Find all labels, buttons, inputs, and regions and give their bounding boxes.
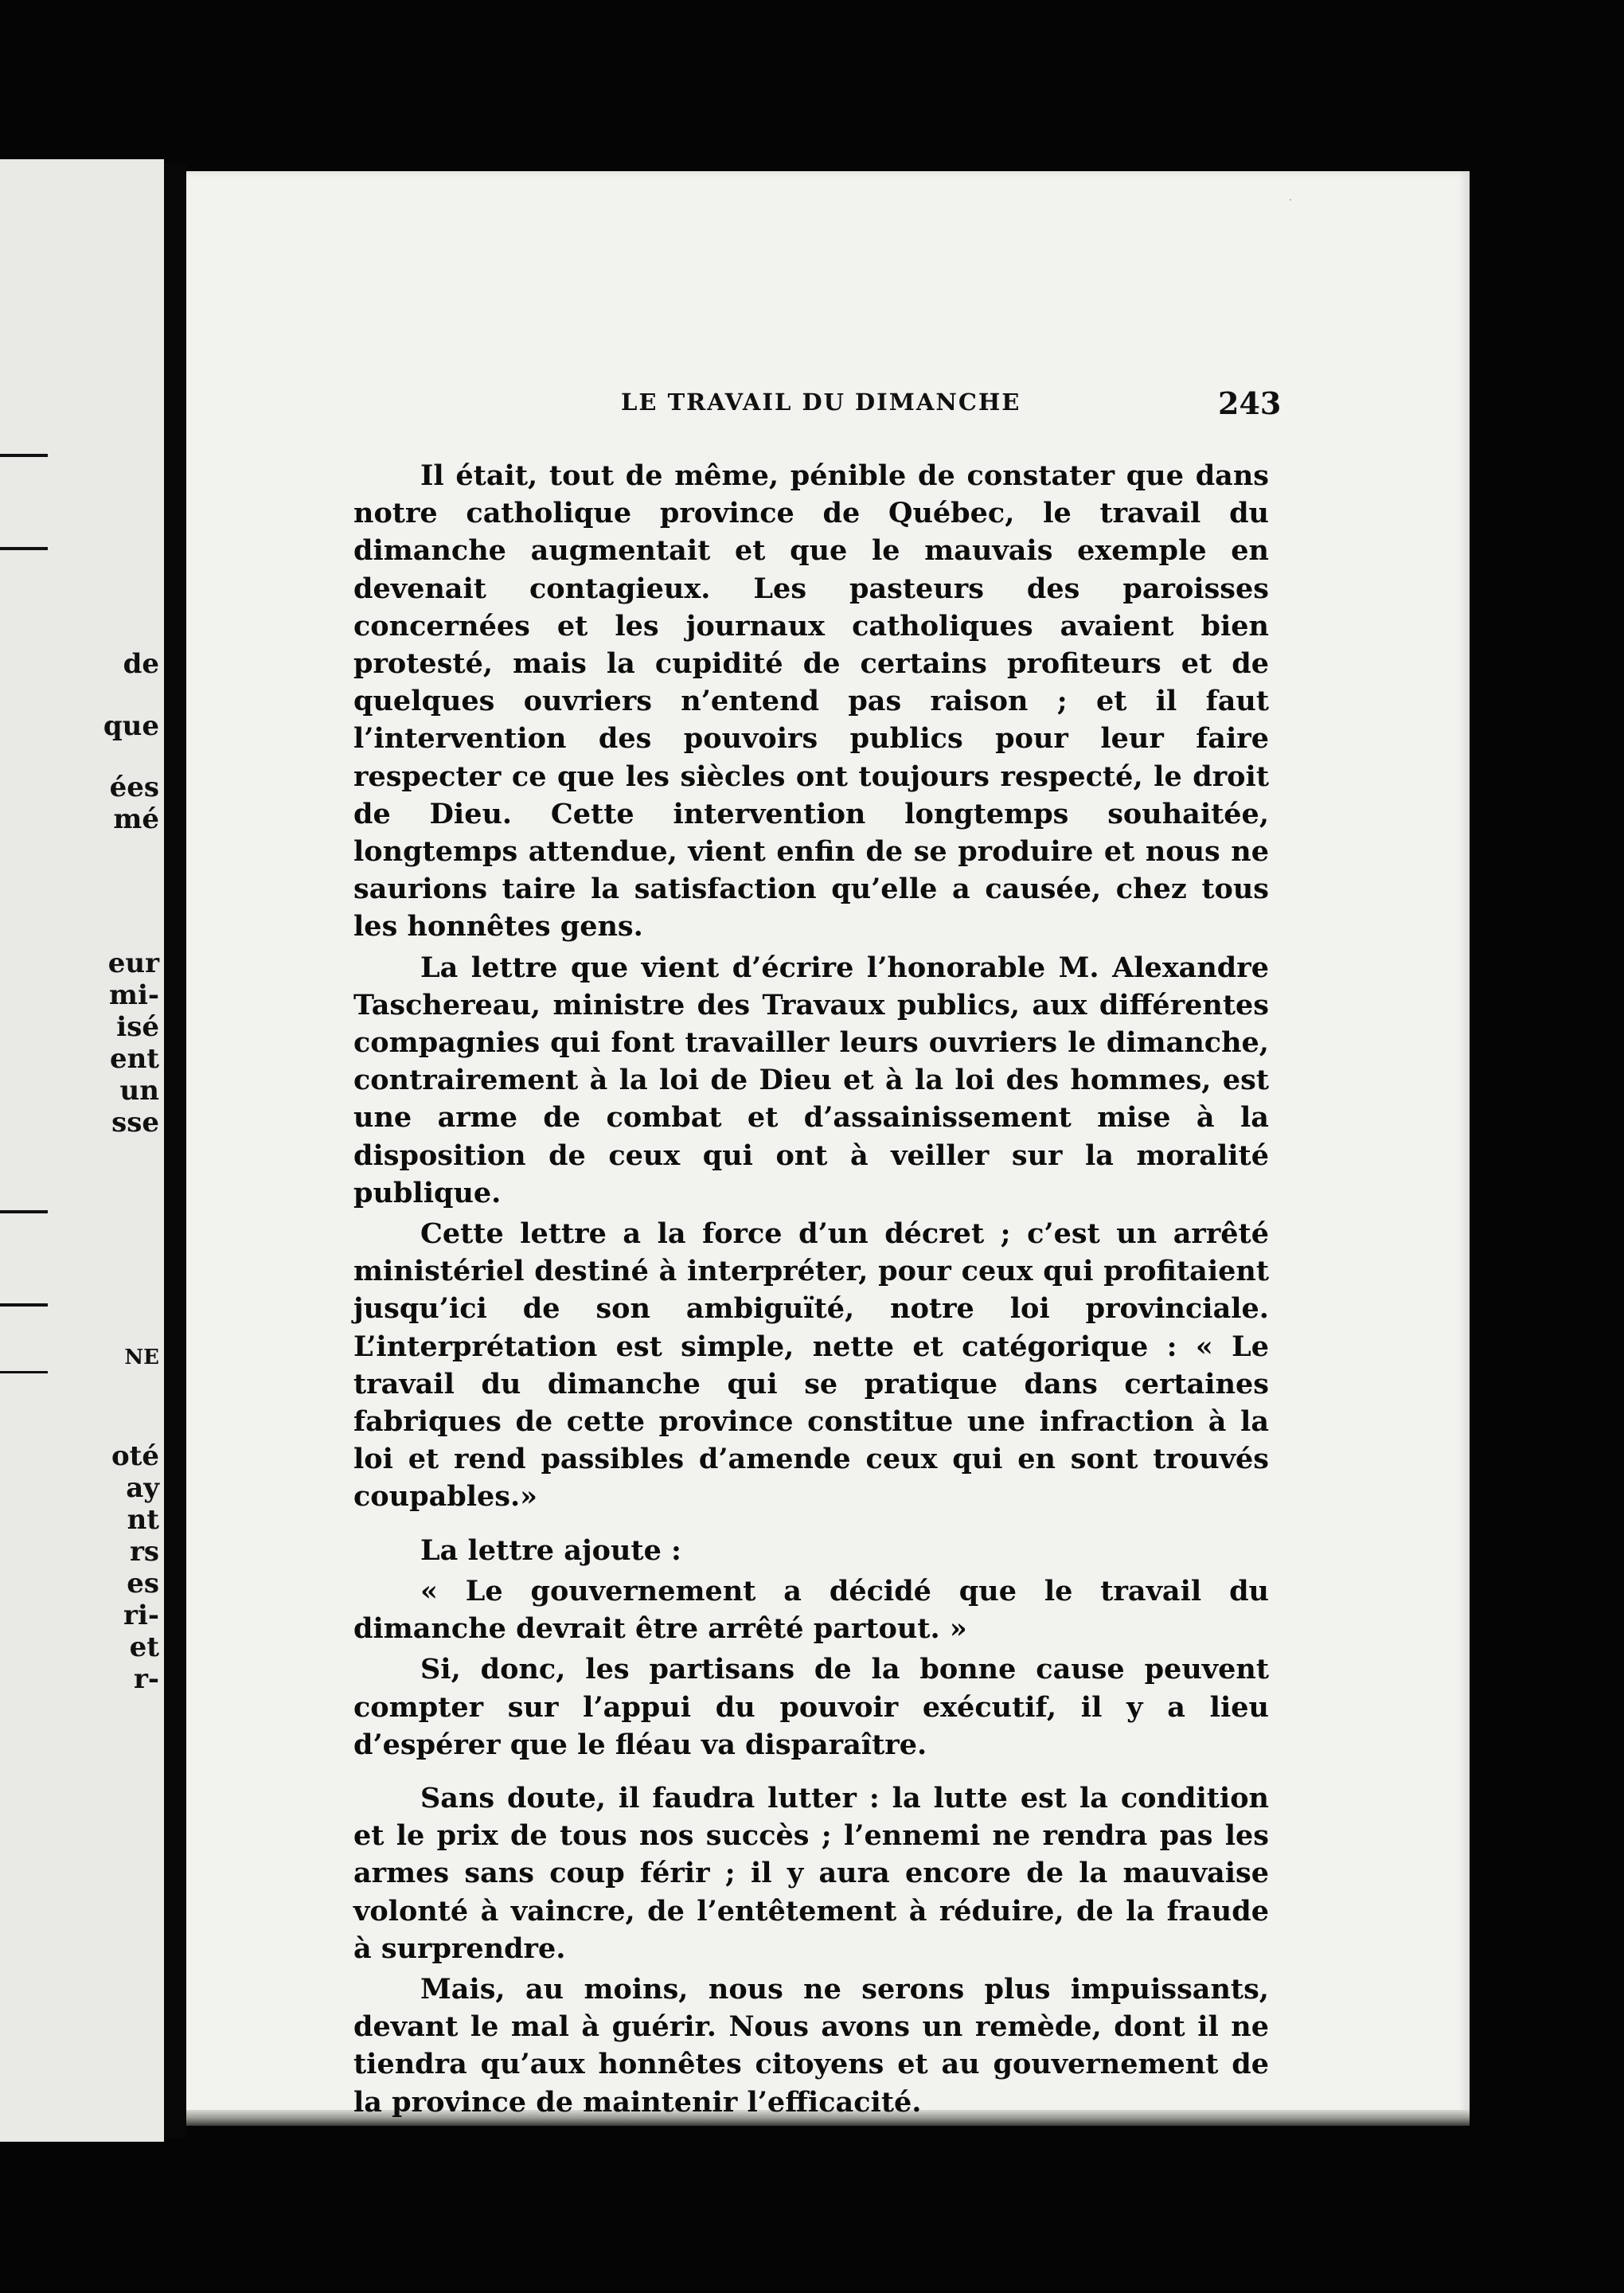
quotation: « Le gouvernement a décidé que le travail du dimanche devrait être arrêté partout. » [353,1574,1269,1646]
left-rule [0,1303,48,1307]
left-rule [0,1210,48,1213]
left-text-fragment: que [103,710,159,742]
left-text-fragment: et [129,1631,159,1663]
paragraph: Sans doute, il faudra lutter : la lutte est la condition et le prix de tous nos succès ; l’ennemi ne rendra pas les armes sans coup férir ; il y aura encore de la mauvaise volonté à vaincre, de l’entêtement à réduire, de la fraude à surprendre. [353,1781,1269,1965]
left-text-fragment: mi- [108,979,159,1011]
left-text-fragment: de [123,648,159,680]
left-text-fragment: ay [126,1472,159,1504]
left-text-fragment: mé [113,803,159,835]
paragraph: La lettre que vient d’écrire l’honorable M. Alexandre Taschereau, ministre des Travaux publics, aux différentes compagnies qui font travailler leurs ouvriers le dimanche, contrairement à la loi de Dieu et à la loi des hommes, est une arme de combat et d’assainissement mise à la disposition de ceux qui ont à veiller sur la moralité publique. [353,951,1269,1209]
left-text-fragment: eur [107,947,159,979]
left-rule [0,454,48,457]
paragraph: Il était, tout de même, pénible de constater que dans notre catholique province de Québec, le travail du dimanche augmentait et que le mauvais exemple en devenait contagieux. Les pasteurs des paroisses concernées et les journaux catholiques avaient bien protesté, mais la cupidité de certains profiteurs et de quelques ouvriers n’entend pas raison ; et il faut l’intervention des pouvoirs publics pour leur faire respecter ce que les siècles ont toujours respecté, le droit de Dieu. Cette intervention longtemps souhaitée, longtemps attendue, vient enfin de se produire et nous ne saurions taire la satisfaction qu’elle a causée, chez tous les honnêtes gens. [353,459,1269,943]
left-text-fragment: ent [109,1043,159,1075]
left-rule [0,547,48,550]
running-title: LE TRAVAIL DU DIMANCHE [621,389,1021,416]
left-text-fragment: isé [116,1011,159,1043]
paragraph: Si, donc, les partisans de la bonne cause peuvent compter sur l’appui du pouvoir exécutif, il y a lieu d’espérer que le fléau va disparaître. [353,1653,1269,1761]
left-text-fragment: nt [127,1504,159,1536]
page-body-text [353,457,1269,2121]
left-text-fragment: r- [133,1663,159,1695]
left-text-fragment: es [127,1568,159,1600]
left-text-fragment: un [119,1075,159,1107]
left-text-fragment: ées [109,771,159,803]
left-rule [0,1371,48,1373]
left-text-fragment: ri- [123,1600,159,1631]
scan-speck [1290,199,1291,201]
book-gutter [164,163,186,2138]
left-text-fragment: oté [111,1440,159,1472]
paragraph: Cette lettre a la force d’un décret ; c’est un arrêté ministériel destiné à interpréter, pour ceux qui profitaient jusqu’ici de son ambiguïté, notre loi provinciale. L’interprétation est simple, nette et catégorique : « Le travail du dimanche qui se pratique dans certaines fabriques de cette province constitue une infraction à la loi et rend passibles d’amende ceux qui en sont trouvés coupables.» [353,1217,1269,1514]
left-text-fragment: sse [111,1107,159,1139]
left-text-fragment: rs [129,1536,159,1568]
paragraph: La lettre ajoute : [420,1533,681,1567]
paragraph: Mais, au moins, nous ne serons plus impuissants, devant le mal à guérir. Nous avons un remède, dont il ne tiendra qu’aux honnêtes citoyens et au gouvernement de la province de maintenir l’efficacité. [353,1972,1269,2119]
page-number: 243 [1218,385,1282,421]
left-text-fragment: NE [124,1346,159,1369]
left-page-fragment [0,159,164,2142]
